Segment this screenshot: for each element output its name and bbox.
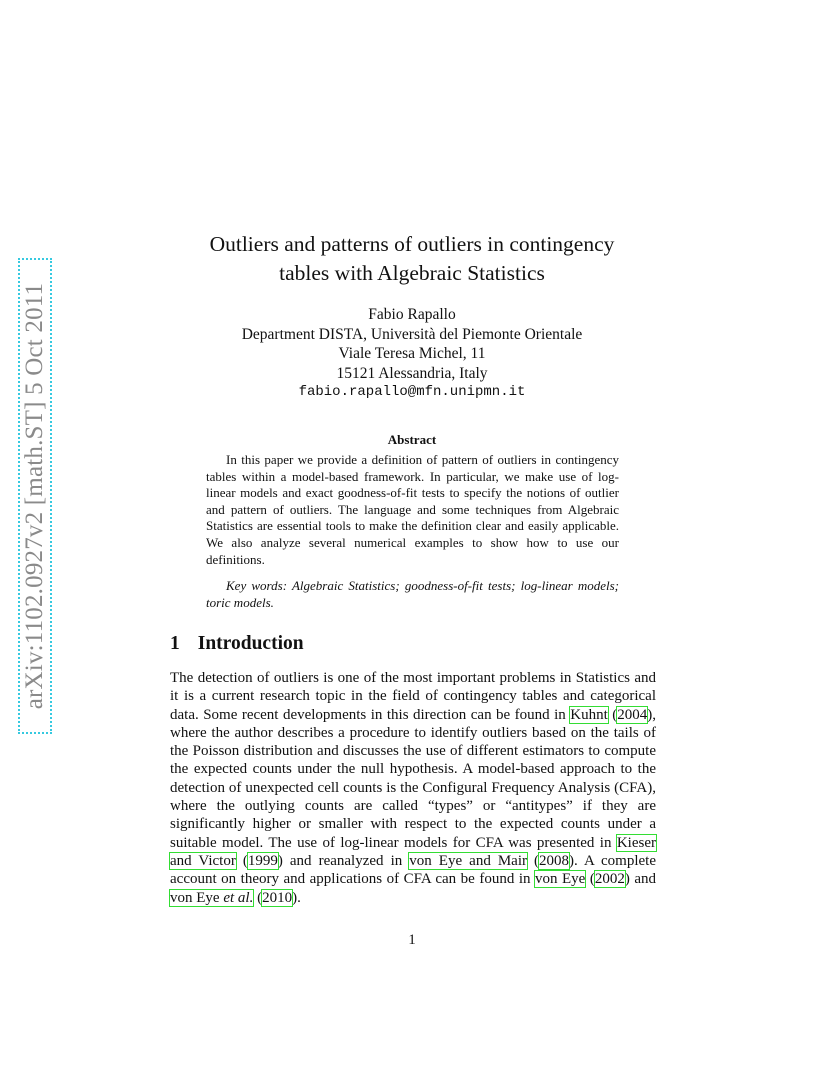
intro-text-2: ), where the author describes a procedure to identify outliers based on the tails of the Poisson distribution and discusses the use of different estimators to compute the expected counts under the null hypothesis. A model-based approach to the detection of unexpected cell counts is the Configural Frequency Analysis (CFA), where the outlying counts are called “types” or “antitypes” if they are significantly higher or smaller with respect to the expected counts under a suitable model. The use of log-linear models for CFA was presented in <box>170 706 656 851</box>
author-street: Viale Teresa Michel, 11 <box>338 345 486 362</box>
citation-link-von-eye-mair[interactable]: von Eye and Mair <box>409 852 528 869</box>
author-block <box>170 305 654 403</box>
citation-link-kieser-victor[interactable]: Kieser and Victor <box>170 834 656 869</box>
paper-title <box>170 230 654 288</box>
citation-et-al: et al. <box>223 889 254 906</box>
author-city: 15121 Alessandria, Italy <box>336 364 488 382</box>
author-name: Fabio Rapallo <box>368 306 456 323</box>
keywords: Key words: Algebraic Statistics; goodness-of-fit tests; log-linear models; toric models. <box>206 578 619 610</box>
arxiv-identifier-stamp <box>18 258 52 734</box>
introduction-paragraph: The detection of outliers is one of the most important problems in Statistics and it is a current research topic in the field of contingency tables and categorical data. Some recent developments in this direction can be found in Kuhnt (2004), where the author describes a procedure to identify outliers based on the tails of the Poisson distribution and discusses the use of different estimators to compute the expected counts under the null hypothesis. A model-based approach to the detection of unexpected cell counts is the Configural Frequency Analysis (CFA), where the outlying counts are called “types” or “antitypes” if they are significantly higher or smaller with respect to the expected counts under a suitable model. The use of log-linear models for CFA was presented in Kieser and Victor (1999) and reanalyzed in von Eye and Mair (2008). A complete account on theory and applications of CFA can be found in von Eye (2002) and von Eye et al. (2010). <box>170 670 657 906</box>
citation-year-link-von-eye-et-al[interactable]: 2010 <box>262 889 293 906</box>
page-number: 1 <box>408 932 416 948</box>
intro-text-6: ). <box>292 889 301 906</box>
section-number: 1 <box>170 633 180 654</box>
author-department: Department DISTA, Università del Piemonte Orientale <box>241 325 583 343</box>
paper-title-line-2: tables with Algebraic Statistics <box>279 261 545 285</box>
citation-year-link-von-eye-mair[interactable]: 2008 <box>539 852 570 869</box>
citation-link-von-eye[interactable]: von Eye <box>535 871 586 888</box>
citation-year-link-kuhnt[interactable]: 2004 <box>617 706 648 723</box>
citation-year-link-von-eye[interactable]: 2002 <box>594 871 625 888</box>
intro-text-3: ) and reanalyzed in <box>277 852 410 869</box>
intro-text-4: ). A complete account on theory and applications of CFA can be found in <box>170 852 657 888</box>
citation-link-von-eye-et-al[interactable] <box>170 890 253 906</box>
citation-year-link-kieser-victor[interactable]: 1999 <box>247 852 278 869</box>
citation-author-von-eye: von Eye <box>170 889 224 906</box>
arxiv-identifier-text: arXiv:1102.0927v2 [math.ST] 5 Oct 2011 <box>21 282 48 710</box>
paper-title-line-1: Outliers and patterns of outliers in contingency <box>209 232 615 256</box>
abstract-heading: Abstract <box>387 432 437 447</box>
section-heading <box>170 633 304 655</box>
author-email: fabio.rapallo@mfn.unipmn.it <box>298 384 526 400</box>
intro-text-5: ) and <box>624 871 657 888</box>
abstract-text: In this paper we provide a definition of pattern of outliers in contingency tables within a model-based framework. In particular, we make use of log-linear models and exact goodness-of-fit tests to specify the notions of outlier and pattern of outliers. The language and some techniques from Algebraic Statistics are essential tools to make the definition clear and easily applicable. We also analyze several numerical examples to show how to use our definitions. <box>206 452 619 567</box>
intro-text-1: The detection of outliers is one of the most important problems in Statistics and it is a current research topic in the field of contingency tables and categorical data. Some recent developments in this direction can be found in <box>170 670 656 723</box>
section-title: Introduction <box>197 633 304 654</box>
citation-link-kuhnt[interactable]: Kuhnt <box>570 706 608 723</box>
